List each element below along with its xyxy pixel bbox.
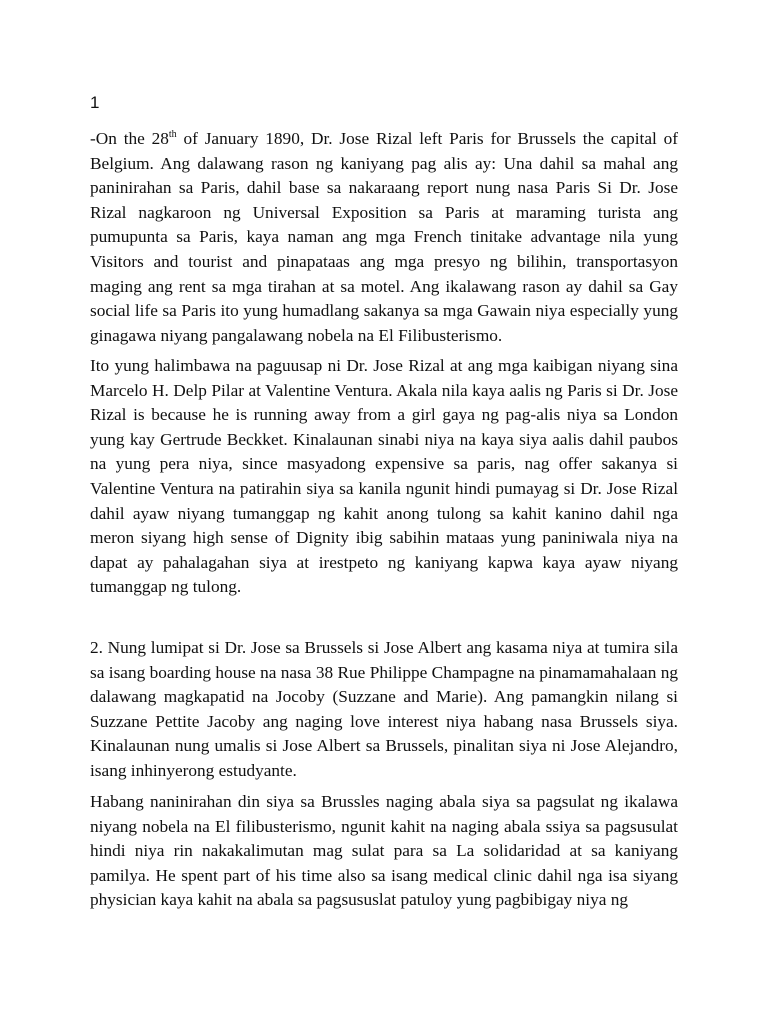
paragraph-3: 2. Nung lumipat si Dr. Jose sa Brussels si Jose Albert ang kasama niya at tumira sila sa isang boarding house na nasa 38 Rue Philippe Champagne na pinamamahalaan ng dalawang magkapatid na Jocoby (Suzzane and Marie). Ang pamangkin nilang si Suzzane Pettite Jacoby ang naging love interest niya habang nasa Brussels siya. Kinalaunan nung umalis si Jose Albert sa Brussels, pinalitan siya ni Jose Alejandro, isang inhinyerong estudyante. <box>90 638 678 780</box>
paragraph-1-rest: of January 1890, Dr. Jose Rizal left Paris for Brussels the capital of Belgium. Ang dalawang rason ng kaniyang pag alis ay: Una dahil sa mahal ang paninirahan sa Paris, dahil base sa nakaraang report nung nasa Paris Si Dr. Jose Rizal nagkaroon ng Universal Exposition sa Paris at maraming turista ang pumupunta sa Paris, kaya naman ang mga French tinitake advantage nila yung Visitors and tourist and pinapataas ang mga presyo ng bilihin, transportasyon maging ang rent sa mga tirahan at sa motel. Ang ikalawang rason ay dahil sa Gay social life sa Paris ito yung humadlang sakanya sa mga Gawain niya especially yung ginagawa niyang pangalawang nobela na El Filibusterismo. <box>90 129 678 345</box>
paragraph-1 <box>90 127 678 348</box>
paragraph-1-lead: -On the 28 <box>90 129 169 148</box>
page-number: 1 <box>90 93 100 112</box>
paragraph-2: Ito yung halimbawa na paguusap ni Dr. Jose Rizal at ang mga kaibigan niyang sina Marcelo H. Delp Pilar at Valentine Ventura. Akala nila kaya aalis ng Paris si Dr. Jose Rizal is because he is running away from a girl gaya ng pag-alis niya sa London yung kay Gertrude Beckket. Kinalaunan sinabi niya na kaya siya aalis dahil paubos na yung pera niya, since masyadong expensive sa paris, nag offer sakanya si Valentine Ventura na patirahin siya sa kanila ngunit hindi pumayag si Dr. Jose Rizal dahil ayaw niyang tumanggap ng kahit anong tulong sa kahit kanino dahil nga meron siyang high sense of Dignity ibig sabihin mataas yung paniniwala niya na dapat ay pahalagahan siya at irestpeto ng kaniyang kapwa kaya ayaw niyang tumanggap ng tulong. <box>90 356 678 597</box>
ordinal-superscript: th <box>168 129 177 141</box>
paragraph-4: Habang naninirahan din siya sa Brussles naging abala siya sa pagsulat ng ikalawa niyang nobela na El filibusterismo, ngunit kahit na naging abala ssiya sa pagsusulat hindi niya rin nakakalimutan mag sulat para sa La solidaridad at sa kaniyang pamilya. He spent part of his time also sa isang medical clinic dahil nga isa siyang physician kaya kahit na abala sa pagsususlat patuloy yung pagbibigay niya ng <box>90 792 678 910</box>
